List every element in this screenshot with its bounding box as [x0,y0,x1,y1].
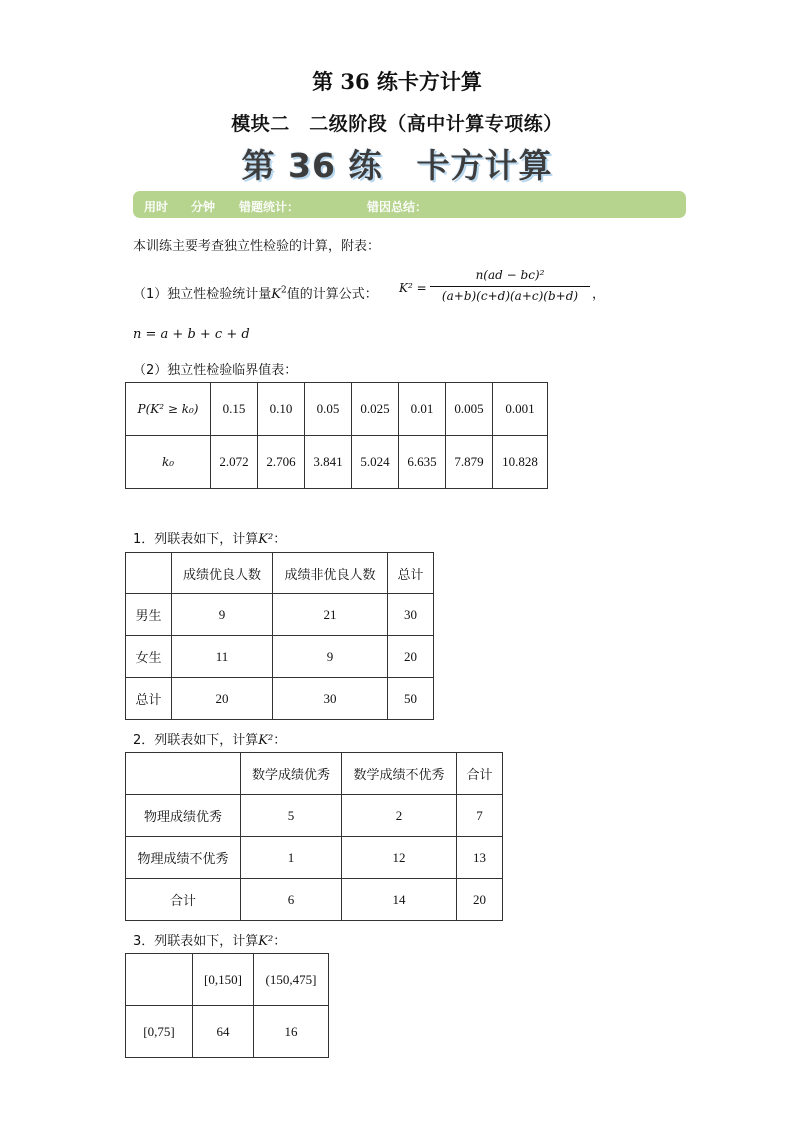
item1-suffix: 值的计算公式： [286,287,378,302]
table-cell: 9 [172,594,273,636]
item2-label: （2）独立性检验临界值表： [133,363,298,378]
table-row [126,837,503,879]
table-cell: 成绩优良人数 [172,553,273,594]
formula-fraction [430,268,590,303]
table-row [126,553,434,594]
error-stats-label: 错题统计： [239,200,300,214]
table-cell: k₀ [126,436,211,489]
table-cell: 10.828 [493,436,548,489]
q1-contingency-table [125,552,434,720]
table-cell [126,753,241,795]
formula-numerator: n(ad − bc)² [475,268,545,282]
n-formula: n = a + b + c + d [133,327,250,342]
table-cell: 20 [457,879,503,921]
k2-sup: 2 [281,285,287,296]
table-cell: 16 [254,1006,329,1058]
table-cell: 男生 [126,594,172,636]
table-cell: 2 [342,795,457,837]
table-cell: 物理成绩优秀 [126,795,241,837]
table-cell [126,553,172,594]
table-cell: 20 [388,636,434,678]
item1-label: （1）独立性检验统计量 [133,287,272,302]
fraction-bar [430,286,590,287]
table-row [126,1006,329,1058]
table-cell: 成绩非优良人数 [273,553,388,594]
table-cell: 12 [342,837,457,879]
q3-label-text: 3．列联表如下，计算 [133,934,259,949]
table-row [126,636,434,678]
table-cell: 6 [241,879,342,921]
table-cell: 0.005 [446,383,493,436]
table-cell: 9 [273,636,388,678]
formula-denominator: (a+b)(c+d)(a+c)(b+d) [441,289,579,303]
table-row [126,954,329,1006]
table-cell: P(K² ≥ k₀) [126,383,211,436]
table-cell: 0.10 [258,383,305,436]
status-bar [133,191,686,218]
table-cell: 0.15 [211,383,258,436]
big-title: 第 36 练 卡方计算 [241,146,553,185]
table-row [126,753,503,795]
table-cell: 7 [457,795,503,837]
table-cell: 0.01 [399,383,446,436]
table-cell: 14 [342,879,457,921]
error-reason-label: 错因总结： [367,200,428,214]
table-cell: 0.05 [305,383,352,436]
table-cell: 5 [241,795,342,837]
table-cell: 13 [457,837,503,879]
table-cell: 2.706 [258,436,305,489]
table-cell: 合计 [126,879,241,921]
formula-lhs: K² = [399,281,427,295]
q1-k2: K² [258,532,274,547]
table-cell: 1 [241,837,342,879]
q2-colon: ： [273,733,287,748]
table-row [126,879,503,921]
table-row [126,436,548,489]
table-cell: 21 [273,594,388,636]
module-subtitle: 模块二 二级阶段（高中计算专项练） [231,113,563,135]
page-title: 第 36 练卡方计算 [312,69,482,94]
table-cell: 0.025 [352,383,399,436]
table-row [126,795,503,837]
table-cell: 数学成绩优秀 [241,753,342,795]
table-row [126,594,434,636]
table-cell: 30 [388,594,434,636]
table-cell: [0,150] [193,954,254,1006]
table-cell: 0.001 [493,383,548,436]
q3-k2: K² [258,934,274,949]
table-cell: 2.072 [211,436,258,489]
q3-contingency-table [125,953,329,1058]
formula-tail: ， [592,287,606,302]
q3-colon: ： [273,934,287,949]
q2-contingency-table [125,752,503,921]
q2-label [133,729,286,748]
item1-line [133,283,378,302]
critical-value-table [125,382,548,489]
table-cell: 5.024 [352,436,399,489]
table-cell: 30 [273,678,388,720]
q2-k2: K² [258,733,274,748]
q1-label-text: 1．列联表如下，计算 [133,532,259,547]
table-cell: 总计 [126,678,172,720]
table-cell: 11 [172,636,273,678]
table-cell: 6.635 [399,436,446,489]
q1-colon: ： [273,532,287,547]
table-cell: 7.879 [446,436,493,489]
table-cell: 数学成绩不优秀 [342,753,457,795]
table-cell: (150,475] [254,954,329,1006]
table-cell: 20 [172,678,273,720]
table-cell: 50 [388,678,434,720]
table-cell: 64 [193,1006,254,1058]
minute-label: 分钟 [191,200,216,214]
table-cell: 3.841 [305,436,352,489]
table-row [126,678,434,720]
q2-label-text: 2．列联表如下，计算 [133,733,259,748]
table-cell: 物理成绩不优秀 [126,837,241,879]
intro-text: 本训练主要考查独立性检验的计算，附表： [133,239,381,254]
k2-symbol: K [271,287,281,302]
table-row [126,383,548,436]
time-label: 用时 [144,200,169,214]
table-cell: [0,75] [126,1006,193,1058]
q3-label [133,930,286,949]
table-cell: 合计 [457,753,503,795]
table-cell [126,954,193,1006]
table-cell: 女生 [126,636,172,678]
table-cell: 总计 [388,553,434,594]
q1-label [133,528,286,547]
